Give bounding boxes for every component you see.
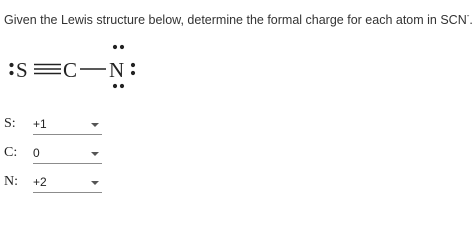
formal-charge-select-s[interactable] — [33, 115, 102, 135]
n-lone-pair-dot — [120, 84, 124, 88]
n-lone-pair-dot — [131, 63, 135, 67]
s-lone-pair-dot — [9, 63, 13, 67]
s-lone-pair-dot — [9, 71, 13, 75]
question-text — [4, 13, 473, 27]
answer-label-c: C: — [4, 145, 18, 160]
n-lone-pair-dot — [113, 45, 117, 49]
answer-label-s: S: — [4, 116, 16, 131]
charge-superscript: - — [466, 11, 470, 20]
answer-label-n: N: — [4, 174, 18, 189]
atom-c: C — [63, 58, 78, 82]
select-value-n: +2 — [33, 175, 47, 189]
formal-charge-select-c[interactable] — [33, 144, 102, 164]
n-lone-pair-dot — [120, 45, 124, 49]
atom-n: N — [109, 58, 125, 82]
dropdown-caret-icon — [91, 152, 99, 156]
question-end-punctuation: . — [469, 13, 473, 27]
lewis-structure — [8, 40, 168, 92]
n-lone-pair-dot — [131, 71, 135, 75]
atom-s: S — [16, 58, 28, 82]
formal-charge-select-n[interactable] — [33, 173, 102, 193]
question-main-text: Given the Lewis structure below, determine the formal charge for each atom in SCN — [4, 13, 467, 27]
select-value-c: 0 — [33, 146, 40, 160]
select-value-s: +1 — [33, 117, 47, 131]
n-lone-pair-dot — [113, 84, 117, 88]
dropdown-caret-icon — [91, 181, 99, 185]
dropdown-caret-icon — [91, 123, 99, 127]
